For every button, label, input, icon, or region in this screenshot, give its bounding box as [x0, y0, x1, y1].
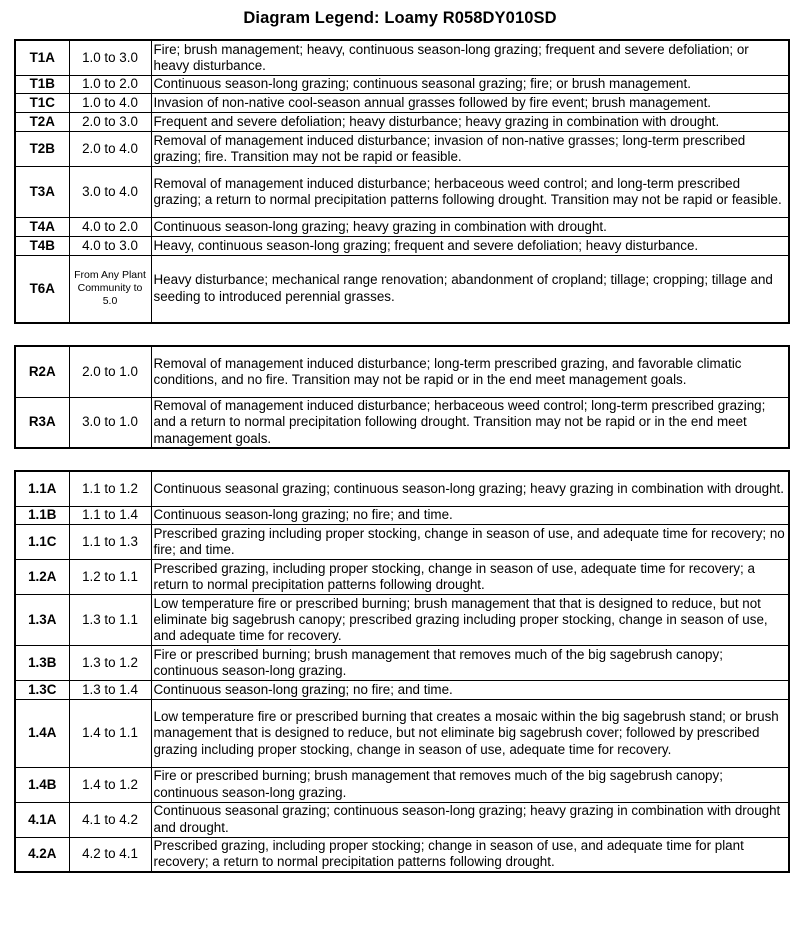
table-row	[15, 346, 789, 397]
pathway-description: Low temperature fire or prescribed burning that creates a mosaic within the big sagebrush stand; or brush management that is designed to reduce, but not eliminate big sagebrush cover; followed by prescribed grazing including proper stocking, change in season of use, adequate time for recovery.	[151, 700, 789, 767]
table-row	[15, 471, 789, 506]
pathway-code: 4.2A	[15, 837, 69, 872]
table-row	[15, 646, 789, 681]
pathway-range: 3.0 to 4.0	[69, 166, 151, 217]
table-row	[15, 75, 789, 94]
pathway-code: T4B	[15, 236, 69, 255]
table-row	[15, 802, 789, 837]
table-row	[15, 113, 789, 132]
pathway-description: Fire or prescribed burning; brush management that removes much of the big sagebrush canopy; continuous season-long grazing.	[151, 767, 789, 802]
pathway-description: Fire or prescribed burning; brush management that removes much of the big sagebrush canopy; continuous season-long grazing.	[151, 646, 789, 681]
table-row	[15, 166, 789, 217]
pathway-range: 1.3 to 1.1	[69, 595, 151, 646]
pathway-code: 1.4B	[15, 767, 69, 802]
table-row	[15, 767, 789, 802]
pathway-range: 1.3 to 1.2	[69, 646, 151, 681]
table-row	[15, 506, 789, 525]
pathway-range: 1.1 to 1.4	[69, 506, 151, 525]
page-title: Diagram Legend: Loamy R058DY010SD	[243, 9, 557, 27]
pathway-code: T3A	[15, 166, 69, 217]
table-row	[15, 255, 789, 322]
pathway-description: Low temperature fire or prescribed burning; brush management that that is designed to reduce, but not eliminate big sagebrush canopy; prescribed grazing including proper stocking, change in season of use, and adequate time for recovery.	[151, 595, 789, 646]
pathway-description: Continuous season-long grazing; heavy grazing in combination with drought.	[151, 218, 789, 237]
pathway-description: Prescribed grazing including proper stocking, change in season of use, and adequate time for recovery; no fire; and time.	[151, 525, 789, 560]
pathway-code: 1.3B	[15, 646, 69, 681]
pathway-description: Heavy, continuous season-long grazing; frequent and severe defoliation; heavy disturbance.	[151, 236, 789, 255]
pathway-code: 1.4A	[15, 700, 69, 767]
table-row	[15, 94, 789, 113]
restorations-table	[14, 345, 790, 449]
pathway-description: Heavy disturbance; mechanical range renovation; abandonment of cropland; tillage; cropping; tillage and seeding to introduced perennial grasses.	[151, 255, 789, 322]
table-row	[15, 700, 789, 767]
pathway-range: 1.4 to 1.2	[69, 767, 151, 802]
pathway-description: Invasion of non-native cool-season annual grasses followed by fire event; brush management.	[151, 94, 789, 113]
pathway-description: Removal of management induced disturbance; invasion of non-native grasses; long-term prescribed grazing; fire. Transition may not be rapid or feasible.	[151, 131, 789, 166]
pathway-code: T1C	[15, 94, 69, 113]
pathway-range: 2.0 to 3.0	[69, 113, 151, 132]
table-row	[15, 236, 789, 255]
table-row	[15, 131, 789, 166]
pathway-code: T2B	[15, 131, 69, 166]
pathway-description: Removal of management induced disturbance; herbaceous weed control; and long-term prescribed grazing; a return to normal precipitation patterns following drought. Transition may not be rapid or feasible.	[151, 166, 789, 217]
pathway-description: Continuous season-long grazing; no fire; and time.	[151, 506, 789, 525]
table-row	[15, 397, 789, 448]
pathway-code: T1A	[15, 40, 69, 75]
table-row	[15, 837, 789, 872]
table-row	[15, 40, 789, 75]
pathway-description: Continuous seasonal grazing; continuous season-long grazing; heavy grazing in combination with drought and drought.	[151, 802, 789, 837]
pathway-code: 1.1A	[15, 471, 69, 506]
pathway-description: Removal of management induced disturbance; herbaceous weed control; long-term prescribed grazing; and a return to normal precipitation following drought. Transition may not be rapid or in the end meet management goals.	[151, 397, 789, 448]
pathway-code: 1.1C	[15, 525, 69, 560]
pathway-range: 1.4 to 1.1	[69, 700, 151, 767]
pathway-range: 4.1 to 4.2	[69, 802, 151, 837]
table-row	[15, 560, 789, 595]
pathway-description: Continuous season-long grazing; no fire; and time.	[151, 681, 789, 700]
pathway-description: Frequent and severe defoliation; heavy disturbance; heavy grazing in combination with drought.	[151, 113, 789, 132]
pathway-code: 1.2A	[15, 560, 69, 595]
table-row	[15, 218, 789, 237]
pathway-code: R2A	[15, 346, 69, 397]
pathway-range: 1.0 to 4.0	[69, 94, 151, 113]
pathway-code: 1.3A	[15, 595, 69, 646]
pathway-range: 1.0 to 3.0	[69, 40, 151, 75]
pathway-range: 2.0 to 1.0	[69, 346, 151, 397]
table-row	[15, 681, 789, 700]
pathway-description: Continuous season-long grazing; continuous seasonal grazing; fire; or brush management.	[151, 75, 789, 94]
pathway-code: T2A	[15, 113, 69, 132]
pathway-range: 1.0 to 2.0	[69, 75, 151, 94]
pathway-range: 1.2 to 1.1	[69, 560, 151, 595]
pathway-code: 4.1A	[15, 802, 69, 837]
pathway-range: 4.0 to 3.0	[69, 236, 151, 255]
pathway-description: Prescribed grazing, including proper stocking; change in season of use, and adequate time for plant recovery; a return to normal precipitation patterns following drought.	[151, 837, 789, 872]
pathway-range: 2.0 to 4.0	[69, 131, 151, 166]
community-pathways-table	[14, 470, 790, 873]
pathway-code: T4A	[15, 218, 69, 237]
pathway-code: 1.1B	[15, 506, 69, 525]
pathway-range: 1.1 to 1.2	[69, 471, 151, 506]
pathway-code: T6A	[15, 255, 69, 322]
pathway-range: 1.1 to 1.3	[69, 525, 151, 560]
table-row	[15, 525, 789, 560]
pathway-description: Continuous seasonal grazing; continuous season-long grazing; heavy grazing in combination with drought.	[151, 471, 789, 506]
pathway-range: 3.0 to 1.0	[69, 397, 151, 448]
pathway-code: T1B	[15, 75, 69, 94]
pathway-description: Fire; brush management; heavy, continuous season-long grazing; frequent and severe defoliation; or heavy disturbance.	[151, 40, 789, 75]
pathway-description: Removal of management induced disturbance; long-term prescribed grazing, and favorable climatic conditions, and no fire. Transition may not be rapid or in the end meet management goals.	[151, 346, 789, 397]
pathway-range: From Any Plant Community to 5.0	[69, 255, 151, 322]
pathway-description: Prescribed grazing, including proper stocking, change in season of use, adequate time for recovery; a return to normal precipitation patterns following drought.	[151, 560, 789, 595]
pathway-code: R3A	[15, 397, 69, 448]
table-row	[15, 595, 789, 646]
pathway-range: 1.3 to 1.4	[69, 681, 151, 700]
transitions-table	[14, 39, 790, 324]
pathway-code: 1.3C	[15, 681, 69, 700]
pathway-range: 4.2 to 4.1	[69, 837, 151, 872]
pathway-range: 4.0 to 2.0	[69, 218, 151, 237]
